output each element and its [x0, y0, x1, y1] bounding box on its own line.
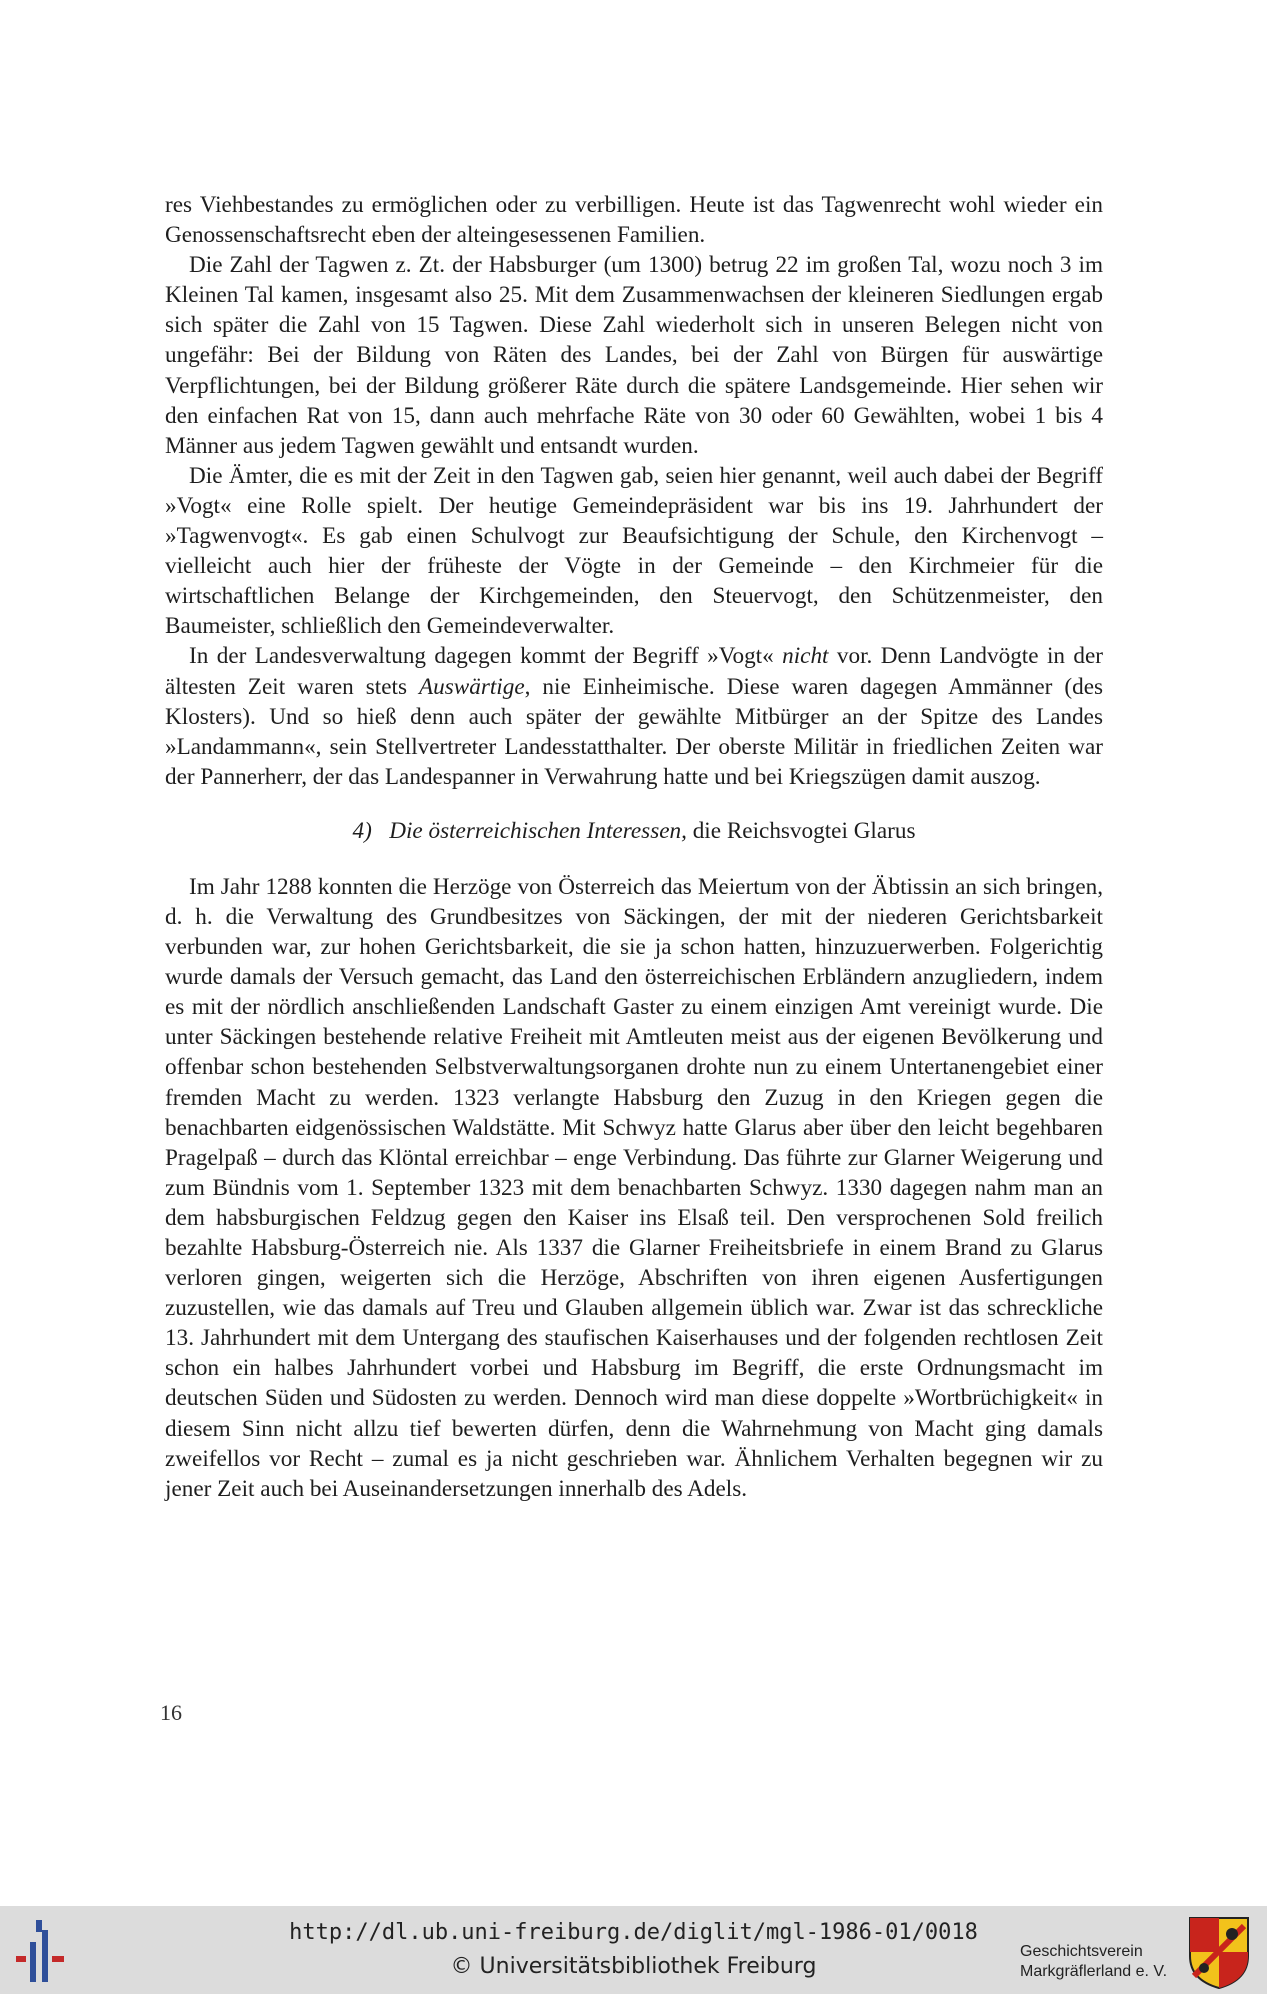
section-heading	[165, 816, 1103, 846]
text-run: , nie Einheimische. Diese waren dagegen Ammänner (des Klosters). Und so hieß denn auch später der gewählte Mitbürger an der Spitze des Landes »Landammann«, sein Stellvertreter Landesstatthalter. Der oberste Militär in friedlichen Zeiten war der Pannerherr, der das Landespanner in Verwahrung hatte und bei Kriegszügen damit auszog.	[165, 673, 1104, 790]
paragraph	[165, 872, 1103, 1504]
paragraph	[165, 250, 1103, 461]
page-number: 16	[160, 1700, 182, 1725]
text-run: res Viehbestandes zu ermöglichen oder zu verbilligen. Heute ist das Tagwenrecht wohl wieder ein Genossenschaftsrecht eben der alteingesessenen Familien.	[165, 192, 1103, 249]
society-line-1: Geschichtsverein	[1020, 1943, 1143, 1960]
text-run: vor. Denn Landvögte in der ältesten Zeit waren stets	[165, 643, 1103, 700]
society-name	[1020, 1942, 1180, 1982]
text-run: Im Jahr 1288 konnten die Herzöge von Österreich das Meiertum von der Äbtissin an sich bringen, d. h. die Verwaltung des Grundbesitzes von Säckingen, der mit der niederen Gerichtsbarkeit verbunden war, zur hohen Gerichtsbarkeit, die sie ja schon hatten, hinzuzuerwerben. Folgerichtig wurde damals der Versuch gemacht, das Land den österreichischen Erbländern anzugliedern, indem es mit der nördlich anschließenden Landschaft Gaster zu einem einzigen Amt vereinigt wurde. Die unter Säckingen bestehende relative Freiheit mit Amtleuten meist aus der eigenen Bevölkerung und offenbar schon bestehenden Selbstverwaltungsorganen drohte nun zu einem Untertanengebiet einer fremden Macht zu werden. 1323 verlangte Habsburg den Zuzug in den Kriegen gegen die benachbarten eidgenössischen Waldstätte. Mit Schwyz hatte Glarus aber über den leicht begehbaren Pragelpaß – durch das Klöntal erreichbar – enge Verbindung. Das führte zur Glarner Weigerung und zum Bündnis vom 1. September 1323 mit dem benachbarten Schwyz. 1330 dagegen nahm man an dem habsburgischen Feldzug gegen den Kaiser ins Elsaß teil. Den versprochenen Sold freilich bezahlte Habsburg-Österreich nie. Als 1337 die Glarner Freiheitsbriefe in einem Brand zu Glarus verloren gingen, weigerten sich die Herzöge, Abschriften von ihren eigenen Ausfertigungen zuzustellen, wie das damals auf Treu und Glauben allgemein üblich war. Zwar ist das schreckliche 13. Jahrhundert mit dem Untergang des staufischen Kaiserhauses und der folgenden rechtlosen Zeit schon ein halbes Jahrhundert vorbei und Habsburg im Begriff, die erste Ordnungsmacht im deutschen Süden und Südosten zu werden. Dennoch wird man diese doppelte »Wortbrüchigkeit« in diesem Sinn nicht allzu tief bewerten dürfen, denn die Wahrnehmung von Macht ging damals zweifellos vor Recht – zumal es ja nicht geschrieben war. Ähnlichem Verhalten begegnen wir zu jener Zeit auch bei Auseinandersetzungen innerhalb des Adels.	[165, 873, 1103, 1502]
paragraph	[165, 190, 1103, 250]
page-text	[165, 190, 1103, 1504]
italic-text: Auswärtige	[418, 673, 525, 700]
society-line-2: Markgräflerland e. V.	[1020, 1963, 1168, 1980]
footer-bar	[0, 1906, 1267, 1994]
section-title-rest: die Reichsvogtei Glarus	[692, 817, 916, 844]
italic-text: nicht	[782, 643, 829, 670]
coat-of-arms-icon	[1188, 1916, 1250, 1990]
text-run: Die Ämter, die es mit der Zeit in den Tagwen gab, seien hier genannt, weil auch dabei der Begriff »Vogt« eine Rolle spielt. Der heutige Gemeindepräsident war bis ins 19. Jahrhundert der »Tagwenvogt«. Es gab einen Schulvogt zur Beaufsichtigung der Schule, den Kirchenvogt – vielleicht auch hier der früheste der Vögte in der Gemeinde – den Kirchmeier für die wirtschaftlichen Belange der Kirchgemeinden, den Steuervogt, den Schützenmeister, den Baumeister, schließlich den Gemeindeverwalter.	[165, 462, 1103, 640]
text-run: Die Zahl der Tagwen z. Zt. der Habsburger (um 1300) betrug 22 im großen Tal, wozu noch 3 im Kleinen Tal kamen, insgesamt also 25. Mit dem Zusammenwachsen der kleineren Siedlungen ergab sich später die Zahl von 15 Tagwen. Diese Zahl wiederholt sich in unseren Belegen nicht von ungefähr: Bei der Bildung von Räten des Landes, bei der Zahl von Bürgen für auswärtige Verpflichtungen, bei der Bildung größerer Räte durch die spätere Landsgemeinde. Hier sehen wir den einfachen Rat von 15, dann auch mehrfache Räte von 30 oder 60 Gewählten, wobei 1 bis 4 Männer aus jedem Tagwen gewählt und entsandt wurden.	[165, 252, 1103, 459]
text-run: In der Landesverwaltung dagegen kommt der Begriff »Vogt«	[189, 643, 783, 670]
paragraphs-after	[165, 872, 1103, 1504]
paragraphs-before	[165, 190, 1103, 792]
paragraph	[165, 641, 1103, 791]
section-title-italic: Die österreichischen Interessen,	[389, 817, 687, 844]
paragraph	[165, 461, 1103, 642]
footer-copyright: © Universitätsbibliothek Freiburg	[450, 1954, 817, 1979]
footer-url-link[interactable]: http://dl.ub.uni-freiburg.de/diglit/mgl-1986-01/0018	[289, 1920, 978, 1945]
section-number: 4)	[352, 817, 372, 844]
